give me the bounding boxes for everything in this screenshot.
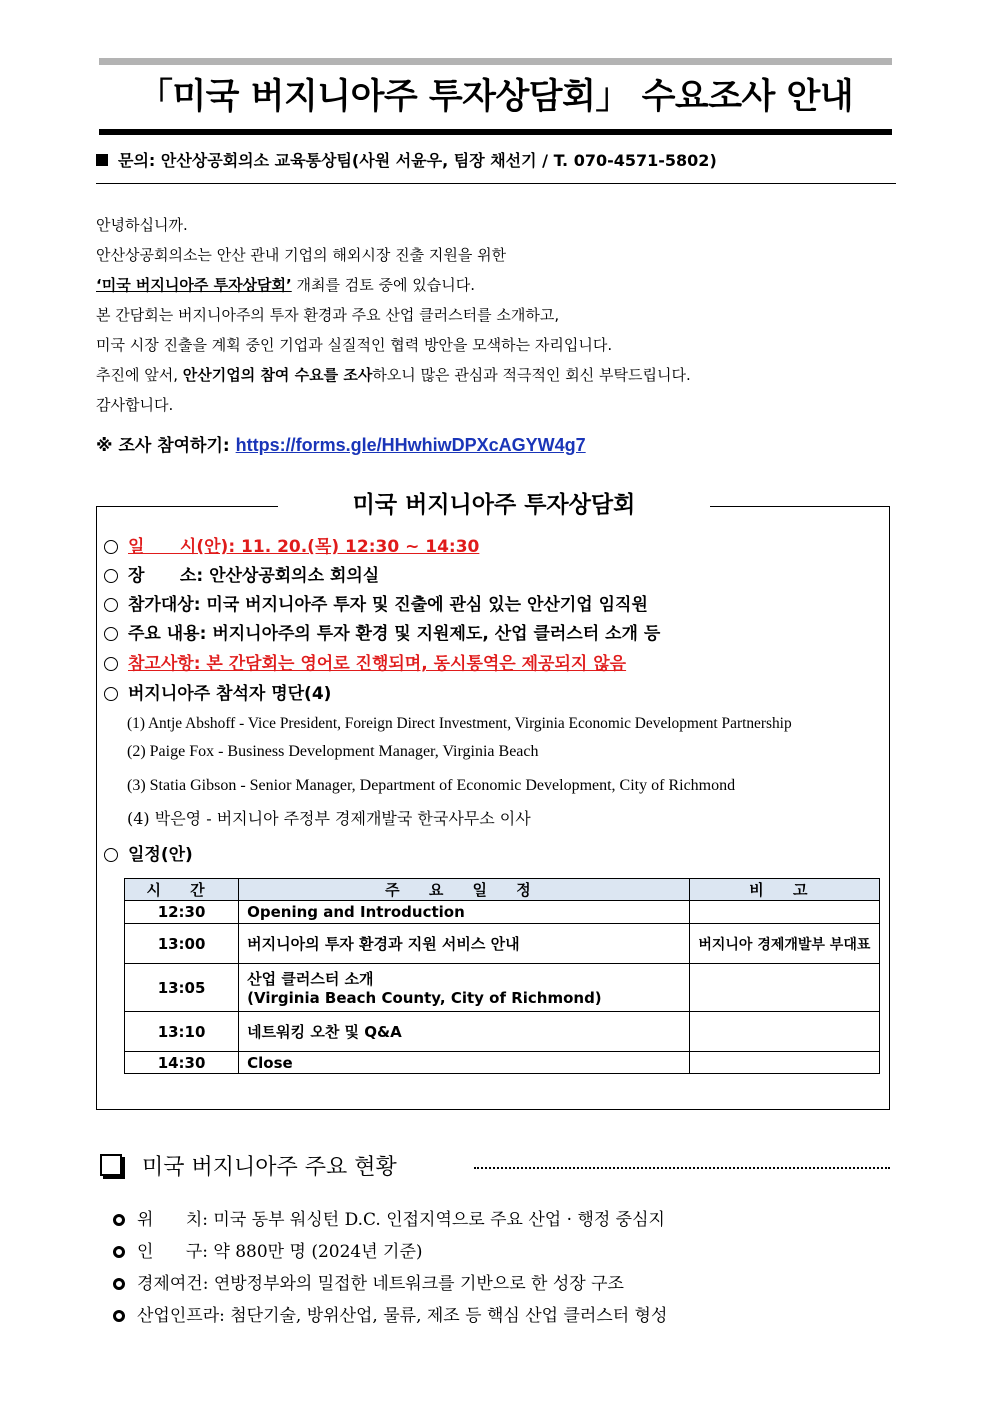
- schedule-item: Opening and Introduction: [239, 901, 690, 924]
- intro-line: [96, 270, 691, 300]
- survey-line: [96, 431, 586, 456]
- schedule-item: [239, 964, 690, 1012]
- survey-link[interactable]: https://forms.gle/HHwhiwDPXcAGYW4g7: [235, 435, 586, 455]
- attendee-item: (2) Paige Fox - Business Development Manager, Virginia Beach: [127, 743, 539, 760]
- intro-text: 개최를 검토 중에 있습니다.: [291, 276, 475, 294]
- event-note: [104, 652, 626, 676]
- checkbox-square-icon: [100, 1154, 122, 1176]
- title-underline: [99, 129, 892, 135]
- circle-bullet-icon: [104, 657, 118, 671]
- table-row: [125, 1012, 880, 1052]
- circle-bullet-icon: [104, 540, 118, 554]
- event-place-text: 장 소: 안산상공회의소 회의실: [128, 566, 380, 586]
- event-content-text: 주요 내용: 버지니아주의 투자 환경 및 지원제도, 산업 클러스터 소개 등: [128, 624, 661, 644]
- contact-text: 문의: 안산상공회의소 교육통상팀(사원 서윤우, 팀장 채선기 / T. 070-4571-5802): [118, 151, 717, 170]
- intro-line: [96, 360, 691, 390]
- schedule-item: 버지니아의 투자 환경과 지원 서비스 안내: [239, 924, 690, 964]
- intro-letter: [96, 210, 691, 420]
- event-target-text: 참가대상: 미국 버지니아주 투자 및 진출에 관심 있는 안산기업 임직원: [128, 595, 648, 615]
- ring-bullet-icon: [113, 1246, 125, 1258]
- status-item-text: 위 치: 미국 동부 워싱턴 D.C. 인접지역으로 주요 산업 · 행정 중심지: [137, 1210, 665, 1230]
- status-item: [113, 1304, 667, 1328]
- schedule-time: 12:30: [125, 901, 239, 924]
- contact-line: [96, 148, 717, 171]
- status-item: [113, 1240, 423, 1264]
- table-row: [125, 964, 880, 1012]
- circle-bullet-icon: [104, 848, 118, 862]
- page-title: 「미국 버지니아주 투자상담회」 수요조사 안내: [137, 77, 854, 117]
- event-date-text: 일 시(안): 11. 20.(목) 12:30 ~ 14:30: [128, 537, 480, 557]
- status-item-text: 인 구: 약 880만 명 (2024년 기준): [137, 1242, 423, 1262]
- status-title-text: 미국 버지니아주 주요 현황: [142, 1155, 397, 1180]
- schedule-heading: [104, 843, 193, 867]
- schedule-item-line: 산업 클러스터 소개: [247, 970, 374, 988]
- circle-bullet-icon: [104, 569, 118, 583]
- schedule-note: [689, 964, 879, 1012]
- intro-line: 감사합니다.: [96, 396, 174, 414]
- schedule-note: 버지니아 경제개발부 부대표: [689, 924, 879, 964]
- schedule-item-line: (Virginia Beach County, City of Richmond): [247, 989, 602, 1007]
- ring-bullet-icon: [113, 1278, 125, 1290]
- intro-line: 미국 시장 진출을 계획 중인 기업과 실질적인 협력 방안을 모색하는 자리입니다.: [96, 336, 613, 354]
- attendee-item: (4) 박은영 - 버지니아 주정부 경제개발국 한국사무소 이사: [127, 809, 531, 828]
- event-place: [104, 564, 379, 588]
- schedule-time: 13:05: [125, 964, 239, 1012]
- event-date: [104, 535, 479, 559]
- status-item-text: 경제여건: 연방정부와의 밀접한 네트워크를 기반으로 한 성장 구조: [137, 1274, 624, 1294]
- ring-bullet-icon: [113, 1310, 125, 1322]
- schedule-time: 13:00: [125, 924, 239, 964]
- col-header-note: 비 고: [689, 879, 879, 901]
- status-section-title: [100, 1150, 397, 1181]
- schedule-item: 네트워킹 오찬 및 Q&A: [239, 1012, 690, 1052]
- event-note-text: 참고사항: 본 간담회는 영어로 진행되며, 동시통역은 제공되지 않음: [128, 654, 627, 674]
- survey-label: ※ 조사 참여하기:: [96, 436, 236, 456]
- status-item: [113, 1272, 624, 1296]
- schedule-table: [124, 878, 880, 1074]
- event-target: [104, 593, 648, 617]
- intro-line: 본 간담회는 버지니아주의 투자 환경과 주요 산업 클러스터를 소개하고,: [96, 306, 560, 324]
- attendees-title: 버지니아주 참석자 명단(4): [128, 684, 332, 704]
- event-box-title: 미국 버지니아주 투자상담회: [278, 485, 710, 525]
- status-item-text: 산업인프라: 첨단기술, 방위산업, 물류, 제조 등 핵심 산업 클러스터 형성: [137, 1306, 668, 1326]
- schedule-time: 13:10: [125, 1012, 239, 1052]
- table-row: [125, 924, 880, 964]
- attendee-item: (3) Statia Gibson - Senior Manager, Department of Economic Development, City of Richmond: [127, 777, 736, 794]
- schedule-item: Close: [239, 1052, 690, 1074]
- intro-line: 안산상공회의소는 안산 관내 기업의 해외시장 진출 지원을 위한: [96, 246, 507, 264]
- table-row: [125, 901, 880, 924]
- schedule-note: [689, 1052, 879, 1074]
- circle-bullet-icon: [104, 627, 118, 641]
- dotted-leader: [474, 1167, 890, 1169]
- col-header-item: 주 요 일 정: [239, 879, 690, 901]
- contact-divider: [96, 183, 896, 184]
- intro-line: 안녕하십니까.: [96, 216, 188, 234]
- col-header-time: 시 간: [125, 879, 239, 901]
- schedule-time: 14:30: [125, 1052, 239, 1074]
- event-content: [104, 622, 660, 646]
- square-bullet-icon: [96, 154, 108, 166]
- attendee-item: (1) Antje Abshoff - Vice President, Foreign Direct Investment, Virginia Economic Development Partnership: [127, 715, 792, 732]
- attendees-heading: [104, 682, 331, 706]
- circle-bullet-icon: [104, 687, 118, 701]
- schedule-title: 일정(안): [128, 845, 193, 865]
- circle-bullet-icon: [104, 598, 118, 612]
- table-header-row: [125, 879, 880, 901]
- event-name-highlight: ‘미국 버지니아주 투자상담회’: [96, 276, 292, 294]
- intro-text: 추진에 앞서,: [96, 366, 183, 384]
- intro-text: 하오니 많은 관심과 적극적인 회신 부탁드립니다.: [372, 366, 691, 384]
- table-row: [125, 1052, 880, 1074]
- demand-survey-highlight: 안산기업의 참여 수요를 조사: [182, 366, 373, 384]
- schedule-note: [689, 1012, 879, 1052]
- ring-bullet-icon: [113, 1214, 125, 1226]
- schedule-note: [689, 901, 879, 924]
- top-gray-rule: [99, 58, 892, 65]
- status-item: [113, 1208, 665, 1232]
